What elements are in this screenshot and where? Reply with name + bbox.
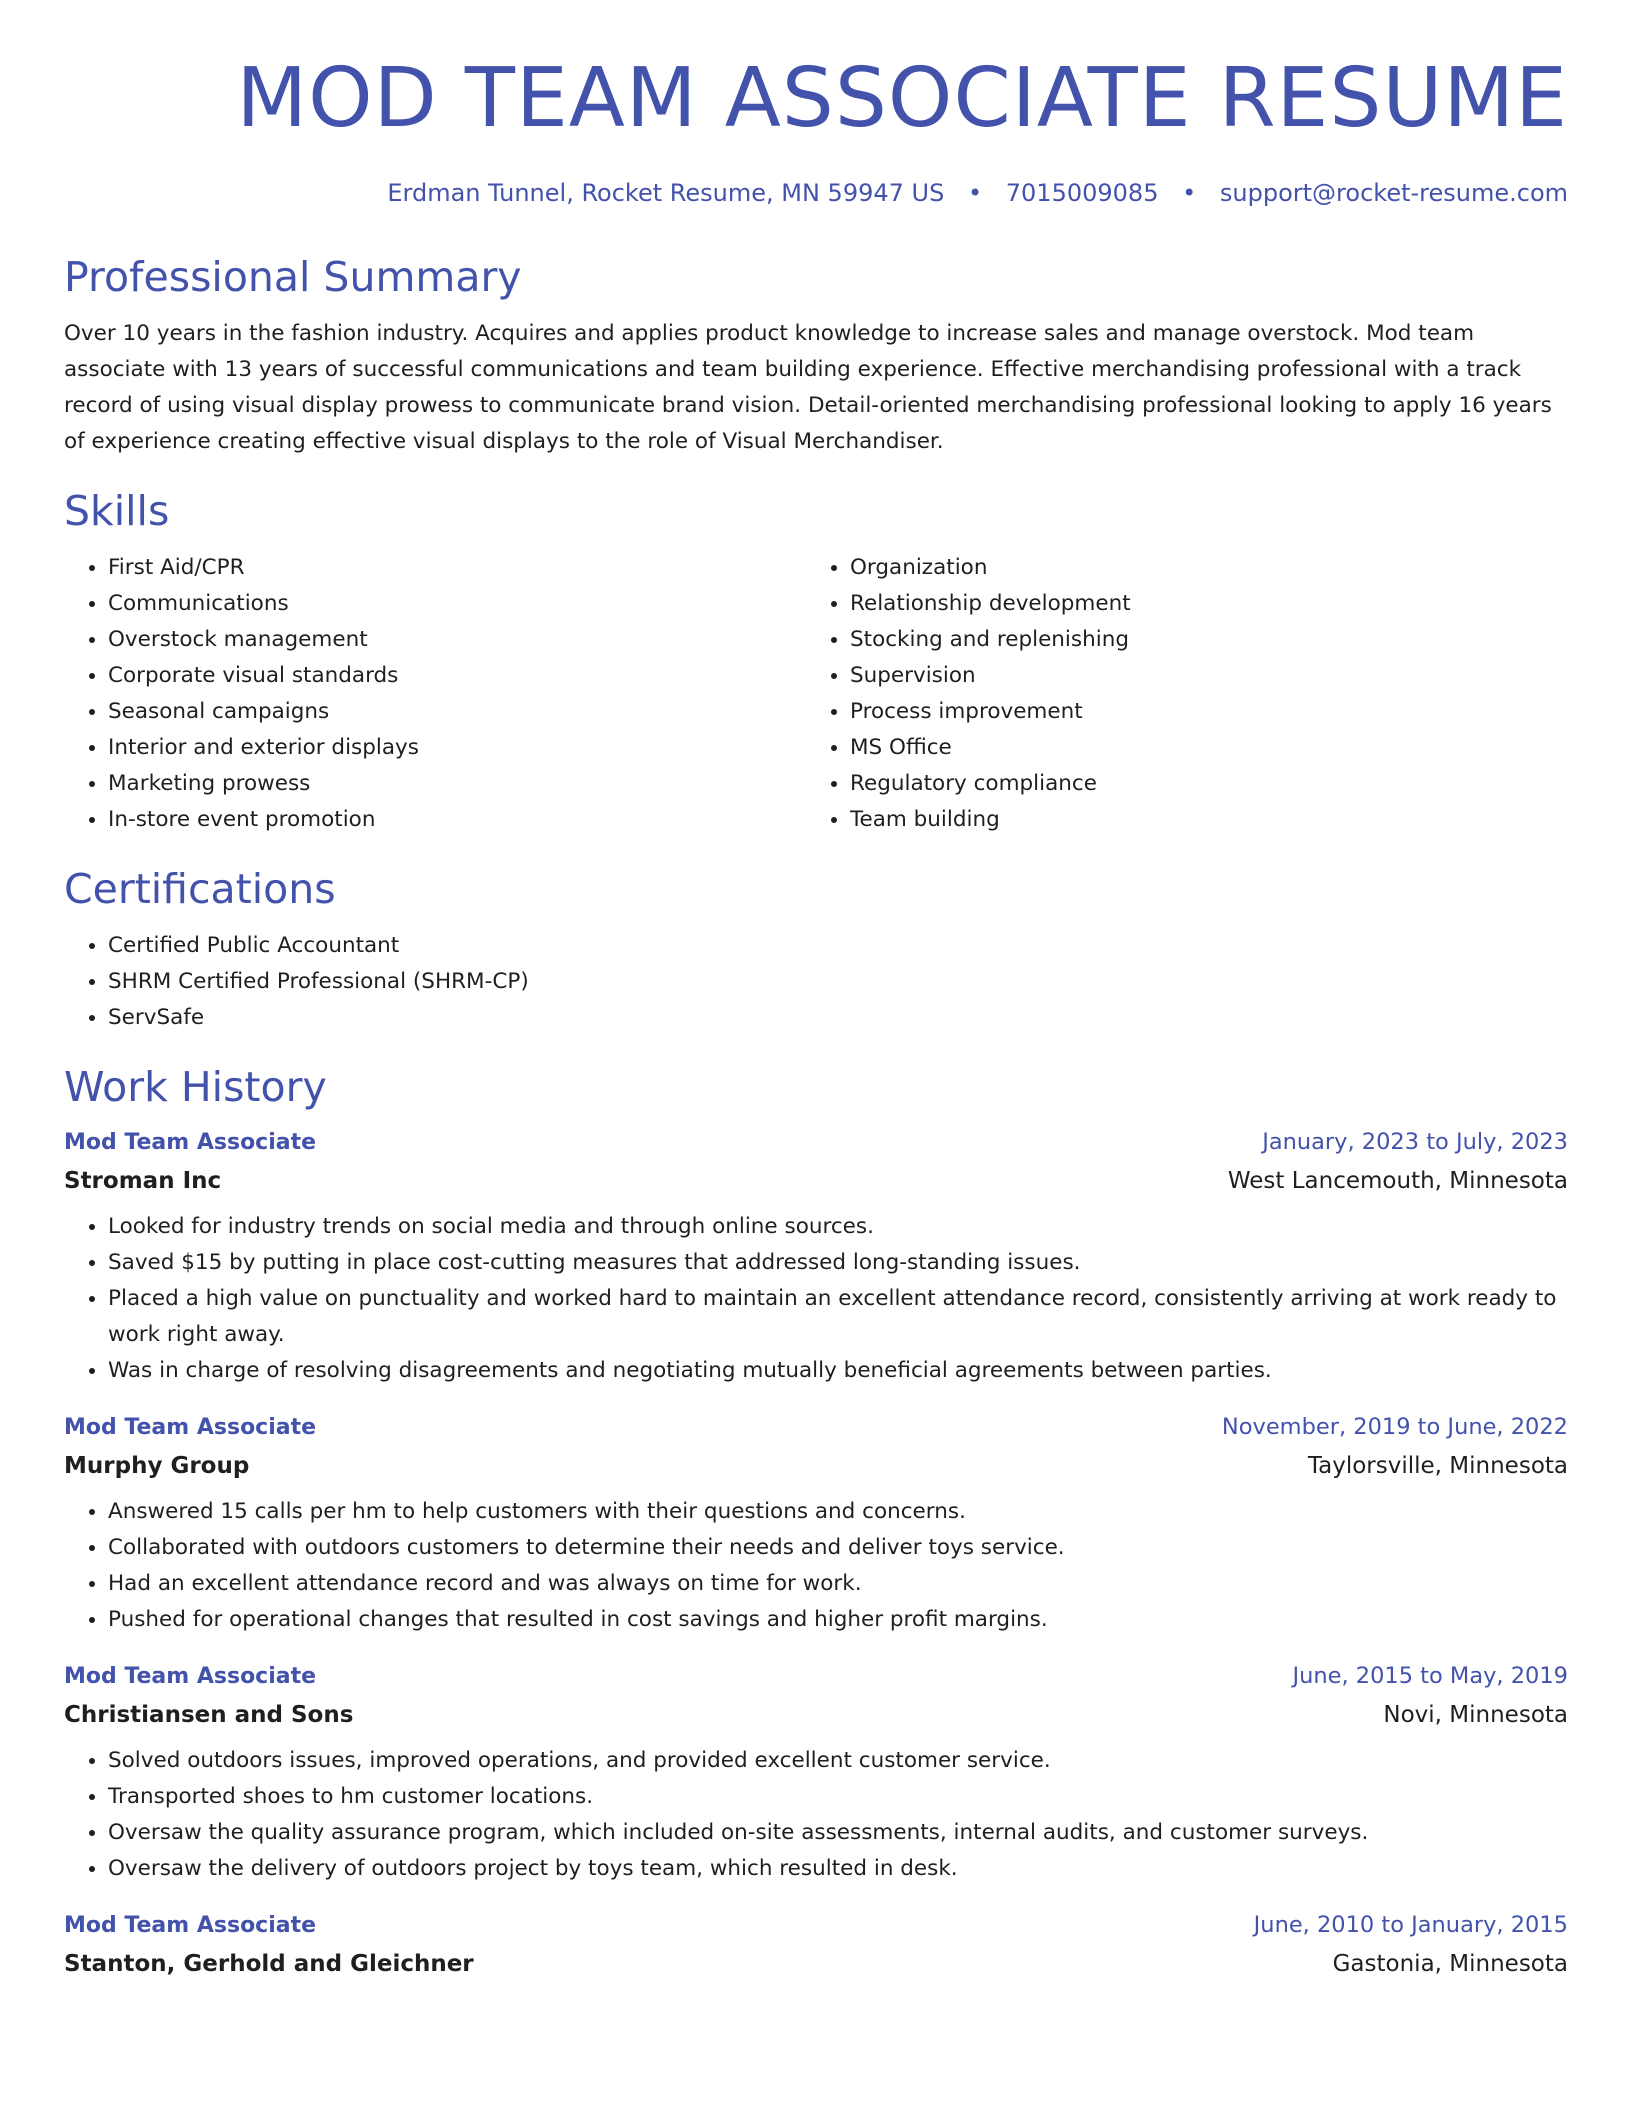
work-history-section: [64, 1062, 1568, 1980]
job-dates: November, 2019 to June, 2022: [1221, 1414, 1568, 1440]
contact-phone: 7015009085: [1005, 179, 1159, 207]
job-entry: [64, 1660, 1568, 1887]
job-bullet: • Collaborated with outdoors customers to determine their needs and deliver toys service.: [108, 1530, 1568, 1566]
job-header: [64, 1411, 1568, 1444]
job-bullet: • Saved $15 by putting in place cost-cutting measures that addressed long-standing issues.: [108, 1245, 1568, 1281]
job-company: Stanton, Gerhold and Gleichner: [64, 1951, 474, 1977]
job-company-row: [64, 1948, 1568, 1980]
job-bullet: • Answered 15 calls per hm to help customers with their questions and concerns.: [108, 1494, 1568, 1530]
work-history-heading: Work History: [64, 1063, 327, 1111]
skill-item: • Overstock management: [108, 622, 806, 658]
skill-item: • Corporate visual standards: [108, 658, 806, 694]
job-bullet: • Transported shoes to hm customer locations.: [108, 1779, 1568, 1815]
certification-item: • ServSafe: [108, 1000, 1568, 1036]
resume-title: MOD TEAM ASSOCIATE RESUME: [236, 51, 1568, 146]
job-company-row: [64, 1165, 1568, 1197]
certifications-heading: Certifications: [64, 865, 336, 913]
summary-text: Over 10 years in the fashion industry. Acquires and applies product knowledge to increase sales and manage overstock. Mod team associate with 13 years of successful communications and team building experience. Effective merchandising professional with a track record of using visual display prowess to communicate brand vision. Detail-oriented merchandising professional looking to apply 16 years of experience creating effective visual displays to the role of Visual Merchandiser.: [64, 321, 1552, 454]
contact-separator: •: [1182, 179, 1197, 207]
skills-list-left: [64, 550, 806, 838]
skill-item: • Team building: [850, 802, 1548, 838]
skill-item: • Regulatory compliance: [850, 766, 1548, 802]
certification-item: • SHRM Certified Professional (SHRM-CP): [108, 964, 1568, 1000]
job-title: Mod Team Associate: [64, 1913, 317, 1938]
job-company-row: [64, 1450, 1568, 1482]
resume-header: [64, 0, 1568, 208]
job-bullet: • Was in charge of resolving disagreements and negotiating mutually beneficial agreements between parties.: [108, 1353, 1568, 1389]
job-bullet: • Solved outdoors issues, improved operations, and provided excellent customer service.: [108, 1743, 1568, 1779]
job-dates: June, 2010 to January, 2015: [1253, 1912, 1568, 1938]
certifications-section: [64, 864, 1568, 1036]
job-header: [64, 1909, 1568, 1942]
job-dates: January, 2023 to July, 2023: [1262, 1129, 1568, 1155]
job-header: [64, 1126, 1568, 1159]
contact-separator: •: [967, 179, 983, 207]
skills-column-left: [64, 550, 806, 838]
job-company-row: [64, 1699, 1568, 1731]
skill-item: • Seasonal campaigns: [108, 694, 806, 730]
job-bullet: • Oversaw the quality assurance program, which included on-site assessments, internal audits, and customer surveys.: [108, 1815, 1568, 1851]
contact-line: [64, 178, 1568, 208]
job-bullet: • Oversaw the delivery of outdoors project by toys team, which resulted in desk.: [108, 1851, 1568, 1887]
job-bullets: [64, 1494, 1568, 1638]
job-company: Christiansen and Sons: [64, 1702, 354, 1728]
job-company: Murphy Group: [64, 1453, 250, 1479]
contact-address: Erdman Tunnel, Rocket Resume, MN 59947 US: [387, 179, 945, 207]
job-entry: [64, 1126, 1568, 1389]
skill-item: • Supervision: [850, 658, 1548, 694]
job-bullet: • Had an excellent attendance record and was always on time for work.: [108, 1566, 1568, 1602]
job-location: Novi, Minnesota: [1383, 1702, 1568, 1728]
summary-heading: Professional Summary: [64, 253, 522, 301]
job-bullet: • Pushed for operational changes that resulted in cost savings and higher profit margins.: [108, 1602, 1568, 1638]
skill-item: • Stocking and replenishing: [850, 622, 1548, 658]
certification-item: • Certified Public Accountant: [108, 928, 1568, 964]
job-bullets: [64, 1743, 1568, 1887]
skill-item: • MS Office: [850, 730, 1548, 766]
summary-section: [64, 252, 1568, 460]
skill-item: • First Aid/CPR: [108, 550, 806, 586]
job-title: Mod Team Associate: [64, 1130, 317, 1155]
job-bullet: • Looked for industry trends on social media and through online sources.: [108, 1209, 1568, 1245]
job-entry: [64, 1909, 1568, 1980]
job-bullets: [64, 1209, 1568, 1389]
job-location: West Lancemouth, Minnesota: [1227, 1168, 1568, 1194]
skills-section: [64, 486, 1568, 838]
job-dates: June, 2015 to May, 2019: [1292, 1663, 1568, 1689]
job-location: Taylorsville, Minnesota: [1307, 1453, 1568, 1479]
job-bullet: • Placed a high value on punctuality and worked hard to maintain an excellent attendance record, consistently arriving at work ready to work right away.: [108, 1281, 1568, 1353]
skill-item: • In-store event promotion: [108, 802, 806, 838]
skill-item: • Process improvement: [850, 694, 1548, 730]
skills-grid: [64, 550, 1568, 838]
job-entry: [64, 1411, 1568, 1638]
skill-item: • Organization: [850, 550, 1548, 586]
skills-heading: Skills: [64, 487, 170, 535]
skills-list-right: [806, 550, 1548, 838]
skill-item: • Relationship development: [850, 586, 1548, 622]
contact-email: support@rocket-resume.com: [1219, 179, 1568, 207]
skill-item: • Communications: [108, 586, 806, 622]
certifications-list: [64, 928, 1568, 1036]
job-header: [64, 1660, 1568, 1693]
job-location: Gastonia, Minnesota: [1332, 1951, 1568, 1977]
job-title: Mod Team Associate: [64, 1664, 317, 1689]
skill-item: • Interior and exterior displays: [108, 730, 806, 766]
job-company: Stroman Inc: [64, 1168, 222, 1194]
job-title: Mod Team Associate: [64, 1415, 317, 1440]
skills-column-right: [806, 550, 1548, 838]
skill-item: • Marketing prowess: [108, 766, 806, 802]
